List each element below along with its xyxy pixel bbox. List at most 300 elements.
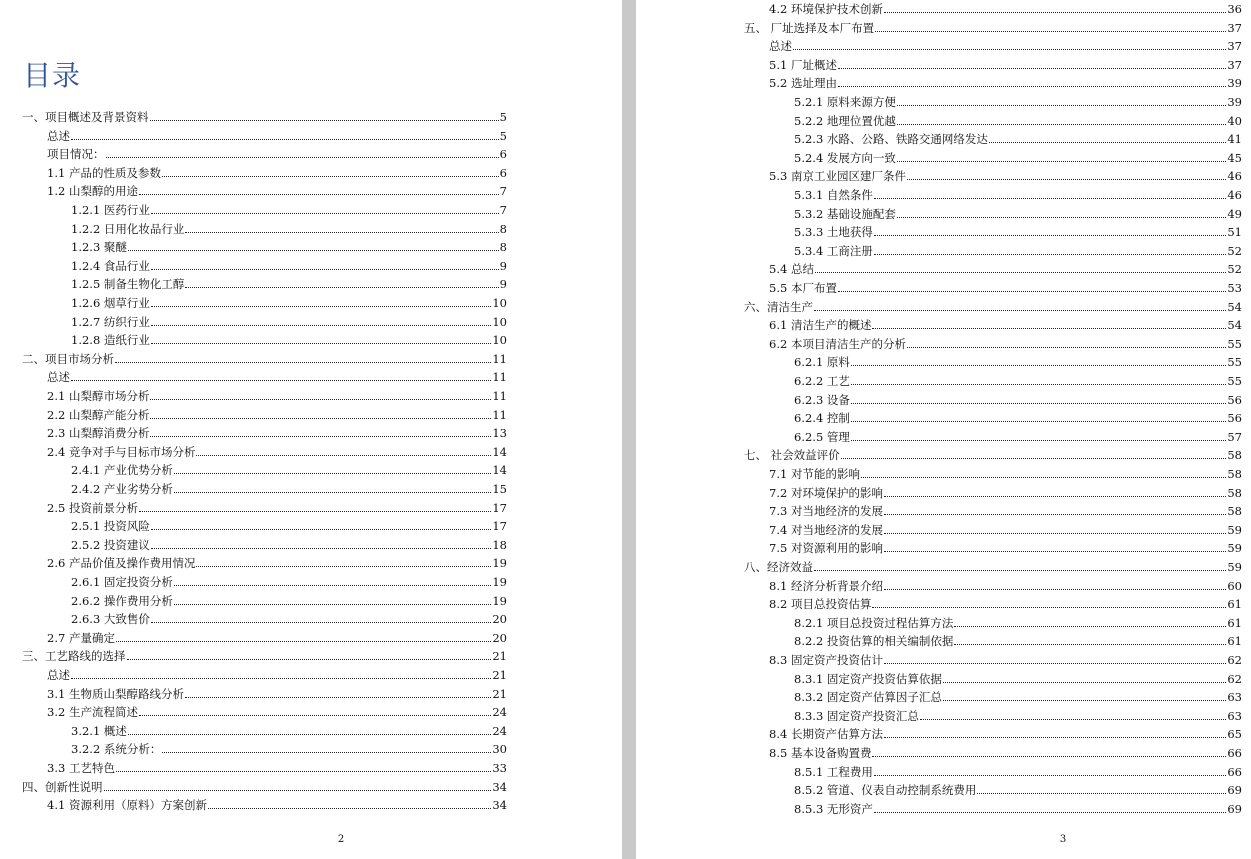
toc-entry-label: 5.3 南京工业园区建厂条件 — [769, 169, 906, 184]
toc-dot-leader — [884, 737, 1226, 738]
toc-entry[interactable] — [71, 199, 507, 217]
toc-entry-label: 五、 厂址选择及本厂布置 — [744, 20, 875, 35]
toc-entry-label: 六、清洁生产 — [744, 299, 813, 314]
toc-entry[interactable] — [47, 180, 507, 198]
toc-dot-leader — [884, 533, 1226, 534]
toc-entry-label: 6.2.5 管理 — [794, 429, 850, 444]
toc-entry-page: 15 — [492, 482, 507, 496]
toc-entry-label: 一、项目概述及背景资料 — [22, 110, 149, 124]
toc-entry-label: 1.2.1 医药行业 — [71, 203, 150, 217]
toc-entry[interactable] — [47, 627, 507, 645]
toc-entry[interactable] — [71, 478, 507, 496]
toc-entry-page: 20 — [492, 630, 507, 645]
toc-entry-label: 5.5 本厂布置 — [769, 281, 837, 295]
toc-entry-label: 5.3.1 自然条件 — [794, 188, 873, 202]
toc-entry-label: 八、经济效益 — [744, 560, 813, 574]
toc-entry-page: 69 — [1227, 783, 1242, 798]
toc-dot-leader — [872, 328, 1226, 329]
toc-entry[interactable] — [47, 385, 507, 403]
toc-dot-leader — [150, 418, 491, 419]
toc-entry[interactable] — [22, 106, 507, 124]
toc-dot-leader — [838, 86, 1226, 87]
toc-entry[interactable] — [71, 720, 507, 738]
toc-entry[interactable] — [47, 125, 507, 143]
toc-entry-label: 6.2.3 设备 — [794, 392, 850, 407]
toc-entry-label: 7.2 对环境保护的影响 — [769, 485, 883, 500]
toc-entry-label: 2.4.1 产业优势分析 — [71, 463, 173, 478]
toc-dot-leader — [139, 511, 491, 512]
toc-entry[interactable] — [47, 143, 507, 161]
toc-entry-label: 6.2.1 原料 — [794, 355, 850, 370]
toc-entry-label: 总述 — [47, 668, 70, 682]
toc-entry-page: 66 — [1227, 764, 1242, 779]
toc-entry-page: 46 — [1227, 169, 1242, 184]
toc-entry-label: 2.1 山梨醇市场分析 — [47, 389, 150, 403]
toc-entry-label: 项目情况： — [47, 147, 105, 162]
toc-entry-page: 63 — [1227, 708, 1242, 723]
toc-dot-leader — [104, 790, 492, 791]
toc-entry[interactable] — [794, 221, 1242, 239]
toc-entry-label: 5.2.4 发展方向一致 — [794, 150, 896, 165]
toc-entry[interactable] — [769, 519, 1242, 537]
toc-dot-leader — [814, 310, 1226, 311]
toc-entry-label: 2.7 产量确定 — [47, 630, 115, 645]
toc-entry-label: 8.3.3 固定资产投资汇总 — [794, 708, 919, 723]
toc-entry[interactable] — [47, 441, 507, 459]
toc-entry-label: 2.5.1 投资风险 — [71, 519, 150, 534]
toc-dot-leader — [139, 194, 499, 195]
toc-dot-leader — [872, 607, 1226, 608]
toc-entry-page: 19 — [492, 593, 507, 608]
toc-entry[interactable] — [769, 649, 1242, 667]
toc-entry[interactable] — [71, 329, 507, 347]
toc-entry-label: 3.3 工艺特色 — [47, 761, 115, 775]
toc-dot-leader — [174, 492, 491, 493]
toc-entry-label: 5.3.4 工商注册 — [794, 243, 873, 258]
toc-entry-label: 3.2.2 系统分析： — [71, 742, 162, 757]
toc-entry-page: 30 — [492, 742, 507, 757]
toc-entry-page: 7 — [499, 203, 507, 217]
toc-entry[interactable] — [47, 366, 507, 384]
toc-dot-leader — [115, 362, 491, 363]
toc-entry[interactable] — [71, 273, 507, 291]
toc-entry-label: 1.2.5 制备生物化工醇 — [71, 277, 185, 292]
toc-entry[interactable] — [744, 17, 1242, 35]
toc-entry-page: 34 — [492, 798, 507, 813]
toc-entry[interactable] — [769, 575, 1242, 593]
toc-entry[interactable] — [769, 482, 1242, 500]
toc-entry-label: 2.2 山梨醇产能分析 — [47, 407, 150, 422]
toc-dot-leader — [838, 68, 1226, 69]
toc-entry[interactable] — [769, 165, 1242, 183]
toc-entry-page: 21 — [492, 686, 507, 701]
toc-entry-page: 8 — [499, 240, 507, 255]
toc-dot-leader — [815, 272, 1226, 273]
toc-entry-page: 37 — [1227, 20, 1242, 35]
toc-entry[interactable] — [744, 296, 1242, 314]
toc-entry-label: 三、工艺路线的选择 — [22, 649, 126, 664]
toc-entry-label: 2.5.2 投资建议 — [71, 537, 150, 552]
toc-entry[interactable] — [794, 370, 1242, 388]
toc-entry-page: 37 — [1227, 39, 1242, 54]
toc-entry[interactable] — [769, 314, 1242, 332]
toc-dot-leader — [851, 421, 1226, 422]
toc-entry[interactable] — [47, 794, 507, 812]
toc-entry-label: 四、创新性说明 — [22, 779, 103, 794]
toc-entry-label: 1.2.6 烟草行业 — [71, 296, 150, 310]
toc-dot-leader — [116, 641, 491, 642]
toc-entry-page: 40 — [1227, 113, 1242, 128]
toc-entry-label: 7.5 对资源利用的影响 — [769, 541, 883, 556]
toc-entry[interactable] — [794, 240, 1242, 258]
toc-entry-label: 2.3 山梨醇消费分析 — [47, 426, 150, 441]
toc-entry-page: 51 — [1227, 225, 1242, 240]
toc-entry[interactable] — [22, 776, 507, 794]
toc-entry-label: 8.1 经济分析背景介绍 — [769, 578, 883, 593]
toc-entry-label: 6.2.4 控制 — [794, 411, 850, 426]
toc-entry[interactable] — [794, 184, 1242, 202]
toc-entry-label: 二、项目市场分析 — [22, 351, 114, 366]
toc-dot-leader — [128, 734, 491, 735]
toc-entry[interactable] — [794, 203, 1242, 221]
toc-entry-label: 七、 社会效益评价 — [744, 448, 840, 463]
toc-entry[interactable] — [71, 255, 507, 273]
toc-entry-page: 39 — [1227, 76, 1242, 91]
toc-entry-label: 1.2.3 聚醚 — [71, 240, 127, 255]
toc-dot-leader — [884, 663, 1226, 664]
toc-entry-label: 1.2 山梨醇的用途 — [47, 184, 138, 199]
toc-entry[interactable] — [794, 612, 1242, 630]
toc-dot-leader — [106, 157, 499, 158]
toc-dot-leader — [851, 403, 1226, 404]
toc-entry-label: 2.6.2 操作费用分析 — [71, 593, 173, 608]
toc-entry[interactable] — [769, 742, 1242, 760]
toc-entry-page: 5 — [499, 110, 507, 124]
toc-entry-page: 58 — [1227, 467, 1242, 481]
toc-entry-label: 8.3.1 固定资产投资估算依据 — [794, 671, 942, 686]
toc-entry-page: 54 — [1227, 299, 1242, 314]
toc-entry-page: 19 — [492, 556, 507, 571]
page-number: 2 — [337, 834, 345, 845]
toc-entry-page: 55 — [1227, 355, 1242, 370]
toc-dot-leader — [151, 343, 491, 344]
toc-dot-leader — [897, 124, 1226, 125]
toc-dot-leader — [128, 250, 499, 251]
toc-entry-page: 14 — [492, 463, 507, 478]
toc-entry[interactable] — [769, 723, 1242, 741]
toc-entry-page: 56 — [1227, 411, 1242, 426]
toc-entry-label: 5.3.2 基础设施配套 — [794, 206, 896, 221]
toc-entry-label: 8.2.2 投资估算的相关编制依据 — [794, 634, 954, 649]
toc-dot-leader — [851, 365, 1226, 366]
toc-entry-page: 20 — [492, 612, 507, 627]
toc-entry[interactable] — [769, 277, 1242, 295]
toc-dot-leader — [174, 585, 491, 586]
toc-entry-label: 6.1 清洁生产的概述 — [769, 318, 872, 333]
toc-entry-page: 14 — [492, 444, 507, 459]
toc-entry[interactable] — [769, 537, 1242, 555]
toc-entry-label: 2.4 竞争对手与目标市场分析 — [47, 444, 196, 459]
toc-entry-page: 9 — [499, 258, 507, 273]
toc-entry-page: 19 — [492, 575, 507, 589]
toc-entry[interactable] — [71, 608, 507, 626]
toc-entry-label: 8.3.2 固定资产估算因子汇总 — [794, 690, 942, 705]
toc-dot-leader — [71, 380, 491, 381]
toc-entry[interactable] — [22, 645, 507, 663]
toc-entry-page: 24 — [492, 705, 507, 720]
toc-entry[interactable] — [47, 497, 507, 515]
toc-entry-label: 1.1 产品的性质及参数 — [47, 165, 161, 180]
toc-entry[interactable] — [71, 292, 507, 310]
toc-entry-label: 8.3 固定资产投资估计 — [769, 653, 883, 667]
toc-entry-page: 11 — [492, 351, 507, 366]
toc-entry-label: 8.5.1 工程费用 — [794, 764, 873, 779]
toc-entry-label: 1.2.4 食品行业 — [71, 258, 150, 273]
toc-entry[interactable] — [71, 311, 507, 329]
toc-dot-leader — [874, 775, 1226, 776]
toc-entry-page: 49 — [1227, 206, 1242, 221]
toc-entry-page: 21 — [492, 668, 507, 682]
toc-entry-page: 36 — [1227, 2, 1242, 16]
toc-dot-leader — [196, 566, 491, 567]
toc-dot-leader — [174, 604, 491, 605]
toc-entry-label: 7.4 对当地经济的发展 — [769, 522, 883, 537]
toc-entry-page: 17 — [492, 519, 507, 534]
toc-entry-page: 24 — [492, 723, 507, 738]
toc-entry-label: 2.6 产品价值及操作费用情况 — [47, 556, 196, 571]
toc-entry[interactable] — [769, 54, 1242, 72]
toc-entry[interactable] — [769, 72, 1242, 90]
toc-dot-leader — [884, 496, 1226, 497]
toc-dot-leader — [150, 399, 491, 400]
toc-entry[interactable] — [22, 348, 507, 366]
toc-dot-leader — [989, 142, 1226, 143]
toc-entry-page: 10 — [492, 314, 507, 329]
toc-entry[interactable] — [794, 389, 1242, 407]
toc-entry-label: 8.5.2 管道、仪表自动控制系统费用 — [794, 783, 977, 798]
toc-entry-label: 2.4.2 产业劣势分析 — [71, 482, 173, 496]
toc-entry-page: 55 — [1227, 336, 1242, 351]
toc-entry-label: 5.2.3 水路、公路、铁路交通网络发达 — [794, 132, 988, 147]
toc-entry-page: 46 — [1227, 188, 1242, 202]
toc-entry[interactable] — [794, 705, 1242, 723]
toc-entry-label: 2.6.1 固定投资分析 — [71, 575, 173, 589]
toc-entry-page: 10 — [492, 296, 507, 310]
toc-dot-leader — [208, 808, 491, 809]
toc-entry[interactable] — [744, 556, 1242, 574]
toc-entry-page: 45 — [1227, 150, 1242, 165]
toc-entry-page: 9 — [499, 277, 507, 292]
toc-entry-label: 8.5 基本设备购置费 — [769, 746, 872, 760]
toc-entry-page: 11 — [492, 370, 507, 385]
toc-dot-leader — [851, 440, 1226, 441]
toc-entry[interactable] — [47, 422, 507, 440]
toc-entry[interactable] — [794, 128, 1242, 146]
toc-entry[interactable] — [71, 515, 507, 533]
toc-dot-leader — [151, 622, 491, 623]
toc-entry[interactable] — [794, 351, 1242, 369]
toc-entry-page: 41 — [1227, 132, 1242, 147]
toc-entry[interactable] — [769, 35, 1242, 53]
toc-dot-leader — [185, 697, 491, 698]
toc-entry-page: 11 — [492, 389, 507, 403]
toc-dot-leader — [139, 715, 491, 716]
toc-dot-leader — [874, 198, 1226, 199]
toc-entry[interactable] — [794, 798, 1242, 816]
toc-dot-leader — [151, 548, 491, 549]
toc-dot-leader — [841, 458, 1227, 459]
toc-entry-label: 7.1 对节能的影响 — [769, 467, 860, 481]
toc-entry[interactable] — [794, 91, 1242, 109]
toc-entry[interactable] — [47, 552, 507, 570]
toc-dot-leader — [151, 269, 499, 270]
toc-dot-leader — [151, 529, 491, 530]
toc-entry-page: 56 — [1227, 392, 1242, 407]
toc-dot-leader — [150, 436, 491, 437]
toc-entry[interactable] — [769, 333, 1242, 351]
toc-title: 目录 — [23, 59, 82, 92]
toc-dot-leader — [897, 217, 1226, 218]
toc-entry[interactable] — [71, 459, 507, 477]
toc-entry[interactable] — [71, 571, 507, 589]
toc-dot-leader — [150, 120, 499, 121]
toc-entry-page: 21 — [492, 649, 507, 664]
toc-entry[interactable] — [769, 0, 1242, 16]
toc-entry[interactable] — [47, 162, 507, 180]
toc-entry-label: 3.2.1 概述 — [71, 723, 127, 738]
toc-entry-label: 5.1 厂址概述 — [769, 57, 837, 72]
toc-entry-label: 5.3.3 土地获得 — [794, 225, 873, 240]
toc-entry-label: 8.2.1 项目总投资过程估算方法 — [794, 615, 954, 630]
toc-entry-page: 61 — [1227, 597, 1242, 612]
toc-entry[interactable] — [794, 686, 1242, 704]
toc-entry-label: 4.1 资源利用（原料）方案创新 — [47, 798, 207, 813]
toc-dot-leader — [943, 682, 1226, 683]
toc-entry-page: 18 — [492, 537, 507, 552]
toc-entry[interactable] — [71, 590, 507, 608]
toc-entry[interactable] — [769, 463, 1242, 481]
toc-entry-page: 53 — [1227, 281, 1242, 295]
toc-entry-label: 1.2.8 造纸行业 — [71, 333, 150, 348]
toc-entry[interactable] — [47, 683, 507, 701]
toc-entry-page: 34 — [492, 779, 507, 794]
toc-entry-label: 总述 — [769, 39, 792, 54]
toc-entry[interactable] — [71, 218, 507, 236]
toc-entry[interactable] — [794, 668, 1242, 686]
toc-dot-leader — [907, 347, 1226, 348]
toc-entry-label: 7.3 对当地经济的发展 — [769, 504, 883, 519]
toc-entry-page: 66 — [1227, 746, 1242, 760]
toc-dot-leader — [162, 176, 499, 177]
toc-entry-page: 17 — [492, 500, 507, 515]
toc-entry-page: 65 — [1227, 727, 1242, 742]
toc-entry-page: 33 — [492, 761, 507, 775]
toc-entry[interactable] — [794, 407, 1242, 425]
toc-entry-page: 5 — [499, 128, 507, 143]
document-page-left — [0, 0, 622, 859]
toc-dot-leader — [851, 384, 1226, 385]
toc-dot-leader — [884, 589, 1226, 590]
toc-entry-page: 62 — [1227, 653, 1242, 667]
toc-dot-leader — [151, 325, 491, 326]
toc-entry[interactable] — [794, 761, 1242, 779]
toc-entry-page: 59 — [1227, 560, 1242, 574]
toc-entry-page: 6 — [499, 147, 507, 162]
toc-entry-label: 5.2 选址理由 — [769, 76, 837, 91]
toc-entry-label: 3.2 生产流程简述 — [47, 705, 138, 720]
toc-entry[interactable] — [769, 500, 1242, 518]
toc-dot-leader — [874, 812, 1226, 813]
toc-entry[interactable] — [769, 593, 1242, 611]
toc-entry-page: 11 — [492, 407, 507, 422]
toc-entry-label: 1.2.7 纺织行业 — [71, 314, 150, 329]
toc-entry[interactable] — [47, 701, 507, 719]
toc-entry-page: 61 — [1227, 634, 1242, 649]
toc-dot-leader — [151, 213, 499, 214]
toc-entry-label: 2.6.3 大致售价 — [71, 612, 150, 627]
toc-entry-label: 2.5 投资前景分析 — [47, 500, 138, 515]
toc-entry-label: 5.2.1 原料来源方便 — [794, 95, 896, 109]
toc-entry[interactable] — [71, 738, 507, 756]
page-number: 3 — [1059, 834, 1067, 845]
toc-entry-label: 8.5.3 无形资产 — [794, 801, 873, 816]
toc-entry-label: 6.2.2 工艺 — [794, 374, 850, 388]
toc-dot-leader — [884, 551, 1226, 552]
toc-dot-leader — [884, 514, 1226, 515]
toc-entry-page: 8 — [499, 221, 507, 236]
toc-entry-page: 13 — [492, 426, 507, 441]
toc-dot-leader — [185, 232, 498, 233]
toc-entry[interactable] — [794, 426, 1242, 444]
toc-dot-leader — [196, 455, 491, 456]
toc-dot-leader — [151, 306, 491, 307]
toc-entry[interactable] — [794, 630, 1242, 648]
toc-dot-leader — [874, 235, 1226, 236]
toc-entry-page: 57 — [1227, 429, 1242, 444]
toc-dot-leader — [943, 700, 1226, 701]
toc-entry[interactable] — [47, 664, 507, 682]
toc-dot-leader — [71, 678, 491, 679]
document-page-right — [636, 0, 1251, 859]
toc-entry-page: 59 — [1227, 522, 1242, 537]
toc-entry[interactable] — [744, 444, 1242, 462]
toc-entry[interactable] — [794, 147, 1242, 165]
toc-dot-leader — [793, 49, 1226, 50]
toc-entry-page: 61 — [1227, 615, 1242, 630]
toc-entry[interactable] — [71, 534, 507, 552]
toc-entry[interactable] — [47, 757, 507, 775]
toc-dot-leader — [174, 473, 491, 474]
toc-dot-leader — [907, 179, 1226, 180]
toc-entry-label: 1.2.2 日用化妆品行业 — [71, 221, 185, 236]
toc-dot-leader — [920, 719, 1226, 720]
toc-entry[interactable] — [794, 110, 1242, 128]
toc-entry[interactable] — [47, 404, 507, 422]
toc-entry-page: 58 — [1227, 504, 1242, 519]
toc-entry-page: 59 — [1227, 541, 1242, 556]
toc-dot-leader — [872, 756, 1226, 757]
toc-entry[interactable] — [794, 779, 1242, 797]
toc-entry[interactable] — [71, 236, 507, 254]
toc-dot-leader — [954, 626, 1226, 627]
toc-dot-leader — [977, 793, 1226, 794]
toc-dot-leader — [162, 752, 491, 753]
toc-dot-leader — [884, 12, 1226, 13]
toc-entry-page: 39 — [1227, 95, 1242, 109]
toc-dot-leader — [116, 771, 491, 772]
toc-entry-page: 55 — [1227, 374, 1242, 388]
toc-entry[interactable] — [769, 258, 1242, 276]
